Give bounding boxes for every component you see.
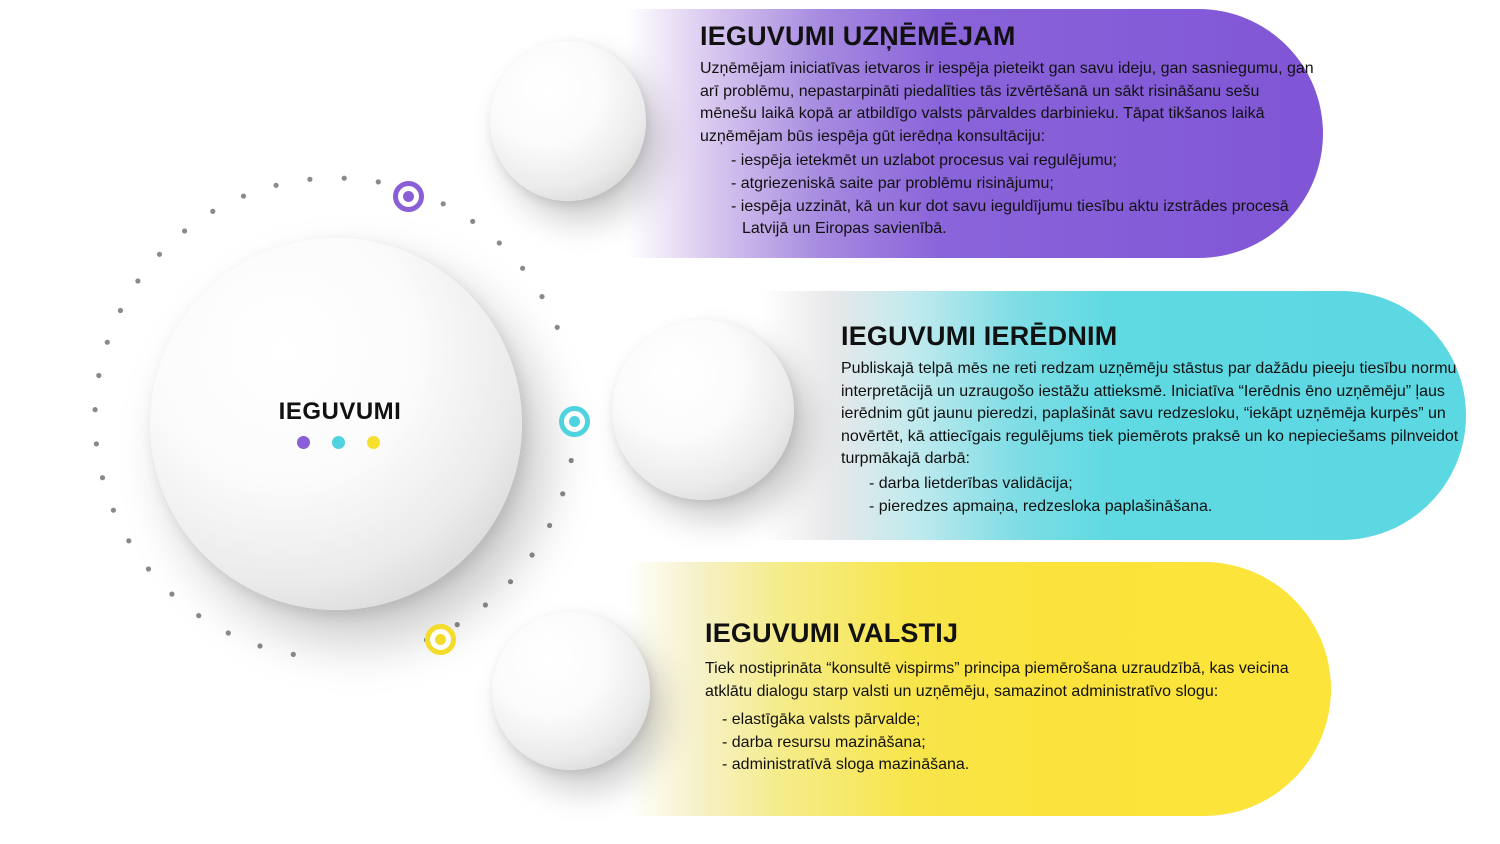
section-state (705, 617, 1320, 777)
list-item: - iespēja uzzināt, kā un kur dot savu ieguldījumu tiesību aktu izstrādes procesā Latvijā un Eiropas savienībā. (731, 196, 1320, 241)
section-text: Uzņēmējam iniciatīvas ietvaros ir iespēja pieteikt gan savu ideju, gan sasniegumu, gan arī problēmu, nepastarpināti piedalīties tās izvērtēšanā un sākt risināšanu sešu mēnešu laikā kopā ar atbildīgo valsts pārvaldes darbinieku. Tāpat tikšanos laikā uzņēmējam būs iespēja gūt ierēdņa konsultāciju: (700, 60, 1314, 145)
list-item: - iespēja ietekmēt un uzlabot procesus vai regulējumu; (731, 150, 1320, 173)
purple-target-icon (393, 181, 424, 212)
orbit-dot (560, 491, 565, 496)
sphere-state (492, 612, 650, 770)
list-item: - elastīgāka valsts pārvalde; (722, 709, 1320, 732)
purple-dot (297, 436, 310, 449)
center-title: IEGUVUMI (278, 398, 402, 425)
orbit-dot (508, 579, 513, 584)
orbit-dot (182, 228, 187, 233)
sphere-entrepreneur (490, 41, 646, 201)
cyan-dot (332, 436, 345, 449)
orbit-dot (93, 407, 98, 412)
orbit-dot (257, 643, 262, 648)
orbit-dot (196, 613, 201, 618)
cyan-target-icon (559, 406, 590, 437)
yellow-dot (367, 436, 380, 449)
orbit-dot (135, 278, 140, 283)
orbit-dot (539, 294, 544, 299)
orbit-dot (274, 183, 279, 188)
orbit-dot (100, 475, 105, 480)
section-title: IEGUVUMI UZŅĒMĒJAM (700, 21, 1016, 51)
orbit-dot (241, 194, 246, 199)
bullet-list (700, 150, 1320, 240)
list-item: - atgriezeniskā saite par problēmu risinājumu; (731, 173, 1320, 196)
section-text: Tiek nostiprināta “konsultē vispirms” principa piemērošana uzraudzībā, kas veicina atklātu dialogu starp valsti un uzņēmēju, samazinot administratīvo slogu: (705, 660, 1289, 700)
orbit-dot (547, 523, 552, 528)
orbit-dot (126, 538, 131, 543)
orbit-dot (569, 458, 574, 463)
yellow-target-icon (425, 624, 456, 655)
orbit-dot (376, 179, 381, 184)
orbit-dot (226, 630, 231, 635)
sphere-official (612, 320, 794, 500)
section-official (841, 320, 1459, 518)
orbit-dot (96, 373, 101, 378)
section-title: IEGUVUMI IERĒDNIM (841, 321, 1118, 351)
orbit-dot (455, 622, 460, 627)
bullet-list (841, 473, 1459, 518)
orbit-dot (210, 209, 215, 214)
orbit-dot (291, 652, 296, 657)
section-title: IEGUVUMI VALSTIJ (705, 618, 959, 648)
orbit-dot (470, 219, 475, 224)
orbit-dot (105, 340, 110, 345)
section-entrepreneur (700, 20, 1320, 241)
orbit-dot (157, 252, 162, 257)
orbit-dot (497, 240, 502, 245)
orbit-dot (146, 566, 151, 571)
list-item: - administratīvā sloga mazināšana. (722, 754, 1320, 777)
orbit-dot (118, 308, 123, 313)
orbit-dot (342, 176, 347, 181)
list-item: - pieredzes apmaiņa, redzesloka paplašināšana. (869, 496, 1459, 519)
orbit-dot (530, 552, 535, 557)
section-text: Publiskajā telpā mēs ne reti redzam uzņēmēju stāstus par dažādu pieeju tiesību normu interpretācijā un uzraugošo iestāžu attieksmē. Iniciatīva “Ierēdnis ēno uzņēmēju” ļaus ierēdnim gūt jaunu pieredzi, paplašināt savu redzesloku, “iekāpt uzņēmēja kurpēs” un novērtēt, kā attiecīgais regulējums tiek piemērots praksē un ko nepieciešams pilnveidot turpmākajā darbā: (841, 360, 1459, 468)
list-item: - darba resursu mazināšana; (722, 732, 1320, 755)
orbit-dot (483, 602, 488, 607)
list-item: - darba lietderības validācija; (869, 473, 1459, 496)
orbit-dot (520, 266, 525, 271)
orbit-dot (111, 508, 116, 513)
orbit-dot (94, 441, 99, 446)
orbit-dot (441, 201, 446, 206)
orbit-dot (169, 592, 174, 597)
orbit-dot (555, 325, 560, 330)
bullet-list (705, 709, 1320, 777)
orbit-dot (307, 177, 312, 182)
